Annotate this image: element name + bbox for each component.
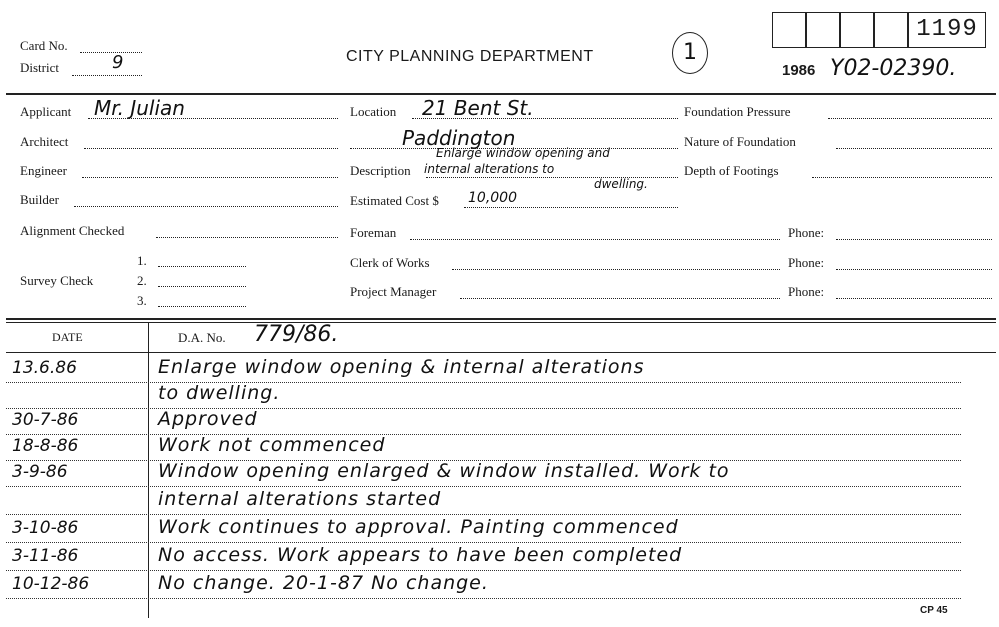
nature-of-foundation-field xyxy=(836,148,992,149)
log-row-entry: to dwelling. xyxy=(158,382,281,404)
log-row-entry: internal alterations started xyxy=(158,488,442,510)
card-number: 1199 xyxy=(916,16,978,43)
survey-3-label: 3. xyxy=(137,293,147,308)
da-label: D.A. No. xyxy=(178,330,226,345)
department-title: CITY PLANNING DEPARTMENT xyxy=(346,48,594,65)
location-value-2: Paddington xyxy=(402,126,516,150)
location-value: 21 Bent St. xyxy=(422,96,534,120)
log-row-entry: No access. Work appears to have been completed xyxy=(158,544,683,566)
clerk-phone-label: Phone: xyxy=(788,255,825,270)
applicant-label: Applicant xyxy=(20,104,72,119)
alignment-checked-field xyxy=(156,237,338,238)
log-row-entry: Work not commenced xyxy=(158,434,386,456)
engineer-field xyxy=(82,177,338,178)
district-value: 9 xyxy=(112,52,124,73)
circled-number-value: 1 xyxy=(683,40,697,65)
survey-2-field xyxy=(158,286,246,287)
architect-label: Architect xyxy=(20,134,69,149)
log-row-entry: Enlarge window opening & internal alterations xyxy=(158,356,645,378)
pm-phone-field xyxy=(836,298,992,299)
clerk-of-works-field xyxy=(452,269,780,270)
depth-of-footings-field xyxy=(812,177,992,178)
description-line-1: Enlarge window opening and xyxy=(436,146,610,160)
log-top-border xyxy=(6,318,996,320)
number-box-4 xyxy=(874,12,908,48)
log-row-date: 3-11-86 xyxy=(12,546,79,566)
log-header-bottom xyxy=(6,352,996,353)
log-row-line xyxy=(6,598,961,599)
nature-of-foundation-label: Nature of Foundation xyxy=(684,134,796,149)
log-row-date: 3-10-86 xyxy=(12,518,79,538)
description-label: Description xyxy=(350,163,411,178)
log-row-date: 30-7-86 xyxy=(12,410,79,430)
log-row-line xyxy=(6,382,961,383)
builder-label: Builder xyxy=(20,192,59,207)
clerk-phone-field xyxy=(836,269,992,270)
estimated-cost-field xyxy=(464,207,678,208)
foreman-phone-field xyxy=(836,239,992,240)
survey-1-field xyxy=(158,266,246,267)
pm-phone-label: Phone: xyxy=(788,284,825,299)
survey-1-label: 1. xyxy=(137,253,147,268)
number-box-3 xyxy=(840,12,874,48)
date-column-header: DATE xyxy=(52,330,83,344)
log-row-line xyxy=(6,570,961,571)
log-row-line xyxy=(6,434,961,435)
foundation-pressure-label: Foundation Pressure xyxy=(684,104,791,119)
log-row-entry: No change. 20-1-87 No change. xyxy=(158,572,489,594)
project-manager-field xyxy=(460,298,780,299)
estimated-cost-value: 10,000 xyxy=(468,190,517,206)
survey-2-label: 2. xyxy=(137,273,147,288)
log-row-entry: Work continues to approval. Painting commenced xyxy=(158,516,679,538)
log-row-line xyxy=(6,486,961,487)
da-value: 779/86. xyxy=(254,322,339,347)
log-row-date: 18-8-86 xyxy=(12,436,79,456)
description-line-3: dwelling. xyxy=(594,177,648,191)
log-row-entry: Window opening enlarged & window installed. Work to xyxy=(158,460,730,482)
survey-check-label: Survey Check xyxy=(20,273,94,288)
estimated-cost-label: Estimated Cost $ xyxy=(350,193,439,208)
applicant-value: Mr. Julian xyxy=(94,96,185,120)
date-column-divider xyxy=(148,322,149,618)
foundation-pressure-field xyxy=(828,118,992,119)
log-row-entry: Approved xyxy=(158,408,258,430)
form-code: CP 45 xyxy=(920,605,948,616)
clerk-of-works-label: Clerk of Works xyxy=(350,255,430,270)
reference-number: Y02-02390. xyxy=(830,56,957,81)
depth-of-footings-label: Depth of Footings xyxy=(684,163,779,178)
builder-field xyxy=(74,206,338,207)
log-top-border-inner xyxy=(6,322,996,323)
foreman-phone-label: Phone: xyxy=(788,225,825,240)
number-box-2 xyxy=(806,12,840,48)
log-row-date: 13.6.86 xyxy=(12,358,77,378)
card-number-box xyxy=(908,12,986,48)
district-label: District xyxy=(20,60,59,75)
log-row-date: 10-12-86 xyxy=(12,574,90,594)
log-row-line xyxy=(6,542,961,543)
location-label: Location xyxy=(350,104,397,119)
circled-number xyxy=(672,32,708,74)
log-row-line xyxy=(6,408,961,409)
foreman-label: Foreman xyxy=(350,225,397,240)
year: 1986 xyxy=(782,62,816,79)
engineer-label: Engineer xyxy=(20,163,67,178)
log-row-date: 3-9-86 xyxy=(12,462,68,482)
description-line-2: internal alterations to xyxy=(424,162,555,176)
foreman-field xyxy=(410,239,780,240)
alignment-checked-label: Alignment Checked xyxy=(20,223,125,238)
header-divider xyxy=(6,93,996,95)
survey-3-field xyxy=(158,306,246,307)
card-no-label: Card No. xyxy=(20,38,68,53)
log-row-line xyxy=(6,514,961,515)
card-no-field xyxy=(80,52,142,53)
project-manager-label: Project Manager xyxy=(350,284,437,299)
district-field xyxy=(72,75,142,76)
architect-field xyxy=(84,148,338,149)
number-box-1 xyxy=(772,12,806,48)
